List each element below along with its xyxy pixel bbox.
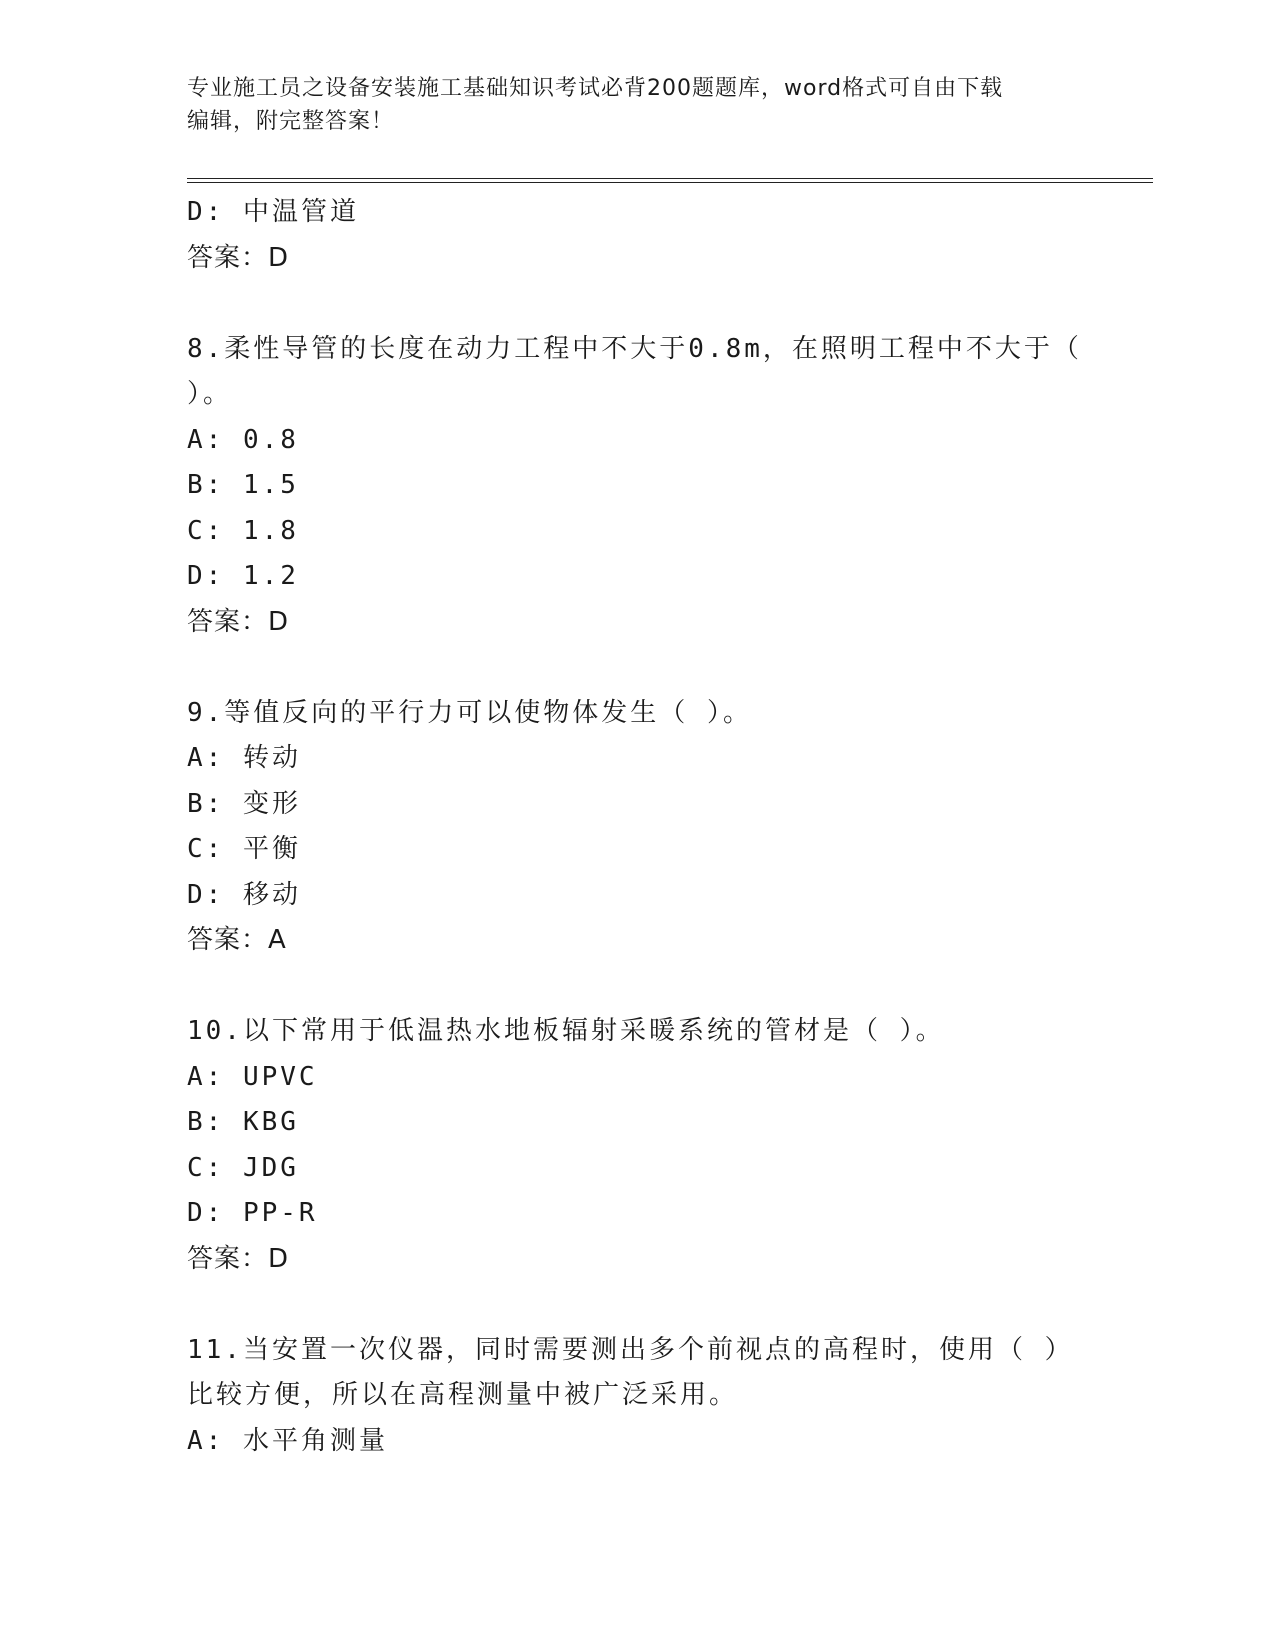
question-text: 10.以下常用于低温热水地板辐射采暖系统的管材是（ ）。	[187, 1016, 945, 1046]
header-divider-top	[187, 178, 1153, 179]
option-c: C: 平衡	[187, 834, 301, 864]
option-b: B: 变形	[187, 788, 301, 819]
option-c: C: JDG	[187, 1152, 299, 1183]
option-b: B: KBG	[187, 1107, 299, 1137]
question-9	[187, 691, 1087, 964]
spacer	[187, 281, 1087, 327]
spacer	[187, 645, 1087, 691]
option-a: A: UPVC	[187, 1061, 318, 1092]
header-title-line1: 专业施工员之设备安装施工基础知识考试必背200题题库，word格式可自由下载	[187, 76, 1004, 101]
question-8	[187, 327, 1087, 646]
header-title-line2: 编辑，附完整答案！	[187, 109, 395, 134]
answer: 答案：D	[187, 606, 290, 637]
question-text-line2: ）。	[187, 379, 233, 409]
page-header	[187, 72, 1087, 138]
answer: 答案：D	[187, 242, 290, 273]
option-b: B: 1.5	[187, 470, 299, 500]
question-10	[187, 1009, 1087, 1282]
answer: 答案：A	[187, 925, 287, 955]
question-text-line1: 11.当安置一次仪器，同时需要测出多个前视点的高程时，使用（ ）	[187, 1334, 1074, 1365]
question-list	[187, 190, 1087, 1464]
question-11	[187, 1328, 1087, 1465]
header-divider-bottom	[187, 182, 1153, 183]
spacer	[187, 964, 1087, 1010]
question-7	[187, 190, 1087, 281]
option-a: A: 0.8	[187, 424, 299, 455]
option-d: D: PP-R	[187, 1198, 318, 1228]
spacer	[187, 1282, 1087, 1328]
answer: 答案：D	[187, 1243, 290, 1274]
option-c: C: 1.8	[187, 515, 299, 546]
option-d: D: 移动	[187, 879, 301, 910]
option-a: A: 水平角测量	[187, 1425, 388, 1456]
question-text-line2: 比较方便，所以在高程测量中被广泛采用。	[187, 1380, 739, 1410]
question-text-line1: 8.柔性导管的长度在动力工程中不大于0.8m，在照明工程中不大于（	[187, 333, 1082, 364]
question-text: 9.等值反向的平行力可以使物体发生（ ）。	[187, 697, 752, 728]
option-d: D: 中温管道	[187, 197, 359, 227]
option-a: A: 转动	[187, 743, 301, 773]
option-d: D: 1.2	[187, 561, 299, 591]
